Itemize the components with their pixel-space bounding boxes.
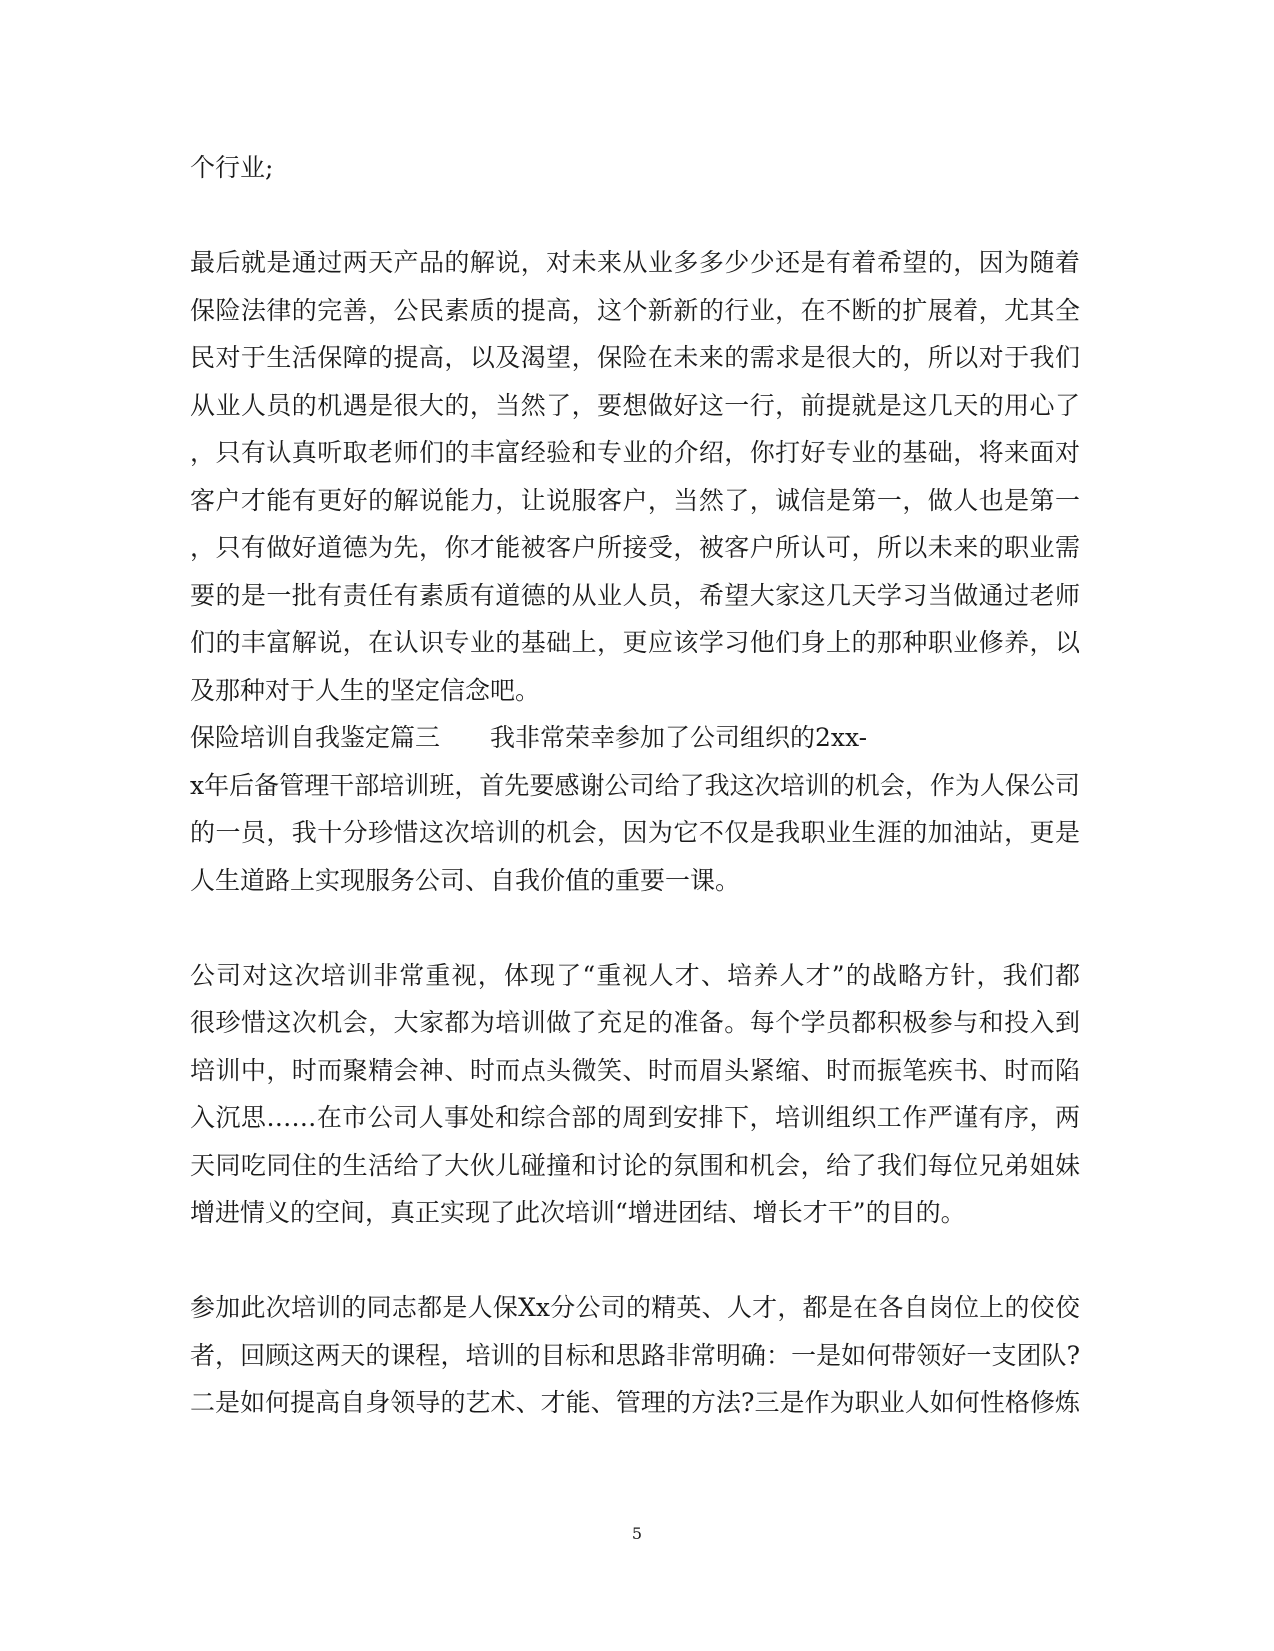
text-line: 人生道路上实现服务公司、自我价值的重要一课。 [190, 865, 741, 895]
text-line: 入沉思……在市公司人事处和综合部的周到安排下，培训组织工作严谨有序，两 [190, 1103, 1080, 1132]
text-line: 参加此次培训的同志都是人保Xx分公司的精英、人才，都是在各自岗位上的佼佼 [190, 1293, 1080, 1322]
text-line: 最后就是通过两天产品的解说，对未来从业多多少少还是有着希望的，因为随着 [190, 248, 1080, 277]
text-line: 者，回顾这两天的课程，培训的目标和思路非常明确：一是如何带领好一支团队? [190, 1340, 1080, 1370]
text-line: 从业人员的机遇是很大的，当然了，要想做好这一行，前提就是这几天的用心了 [190, 390, 1080, 420]
text-line: 二是如何提高自身领导的艺术、才能、管理的方法?三是作为职业人如何性格修炼 [190, 1388, 1080, 1417]
text-line: 及那种对于人生的坚定信念吧。 [190, 675, 541, 705]
text-line: ，只有做好道德为先，你才能被客户所接受，被客户所认可，所以未来的职业需 [190, 533, 1080, 562]
text-line: ，只有认真听取老师们的丰富经验和专业的介绍，你打好专业的基础，将来面对 [190, 438, 1080, 467]
text-line: 保险法律的完善，公民素质的提高，这个新新的行业，在不断的扩展着，尤其全 [190, 295, 1080, 325]
text-line: 的一员，我十分珍惜这次培训的机会，因为它不仅是我职业生涯的加油站，更是 [190, 818, 1080, 847]
text-line: 民对于生活保障的提高，以及渴望，保险在未来的需求是很大的，所以对于我们 [190, 343, 1080, 372]
text-line: 增进情义的空间，真正实现了此次培训“增进团结、增长才干”的目的。 [190, 1198, 966, 1227]
page-number: 5 [631, 1524, 643, 1543]
section-heading-line: 保险培训自我鉴定篇三 我非常荣幸参加了公司组织的2xx- [190, 723, 868, 752]
text-line: 公司对这次培训非常重视，体现了“重视人才、培养人才”的战略方针，我们都 [190, 960, 1080, 990]
text-line: x年后备管理干部培训班，首先要感谢公司给了我这次培训的机会，作为人保公司 [190, 770, 1080, 800]
text-line: 很珍惜这次机会，大家都为培训做了充足的准备。每个学员都积极参与和投入到 [190, 1008, 1080, 1037]
text-line: 要的是一批有责任有素质有道德的从业人员，希望大家这几天学习当做通过老师 [190, 580, 1080, 610]
text-line: 天同吃同住的生活给了大伙儿碰撞和讨论的氛围和机会，给了我们每位兄弟姐妹 [190, 1150, 1080, 1180]
paragraph-gap [190, 192, 1080, 240]
text-line: 个行业; [190, 153, 274, 182]
text-line: 培训中，时而聚精会神、时而点头微笑、时而眉头紧缩、时而振笔疾书、时而陷 [190, 1055, 1080, 1085]
text-line: 们的丰富解说，在认识专业的基础上，更应该学习他们身上的那种职业修养，以 [190, 628, 1080, 657]
text-line: 客户才能有更好的解说能力，让说服客户，当然了，诚信是第一，做人也是第一 [190, 485, 1080, 515]
document-body [190, 144, 1080, 1427]
paragraph-gap [190, 904, 1080, 952]
paragraph-gap [190, 1237, 1080, 1285]
